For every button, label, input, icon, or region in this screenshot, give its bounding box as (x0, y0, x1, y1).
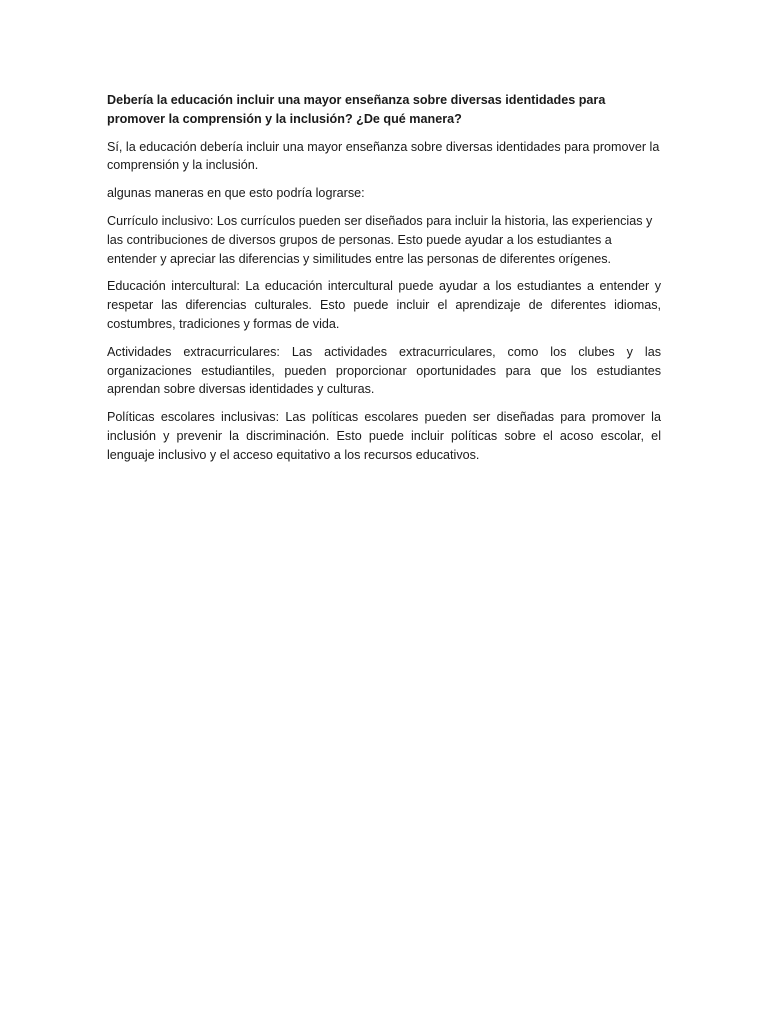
paragraph-extracurriculares: Actividades extracurriculares: Las actividades extracurriculares, como los clubes y las organizaciones estudiantiles, pueden proporcionar oportunidades para que los estudiantes aprendan sobre diversas identidades y culturas. (107, 344, 661, 397)
paragraph-politicas: Políticas escolares inclusivas: Las políticas escolares pueden ser diseñadas para promover la inclusión y prevenir la discriminación. Esto puede incluir políticas sobre el acoso escolar, el lenguaje inclusivo y el acceso equitativo a los recursos educativos. (107, 410, 661, 462)
paragraph-curriculo: Currículo inclusivo: Los currículos pueden ser diseñados para incluir la historia, las experiencias y las contribuciones de diversos grupos de personas. Esto puede ayudar a los estudiantes a entender y apreciar las diferencias y similitudes entre las personas de diferentes orígenes. (107, 213, 653, 266)
paragraph-answer: Sí, la educación debería incluir una mayor enseñanza sobre diversas identidades para promover la comprensión y la inclusión. (107, 139, 660, 173)
document-body (107, 91, 661, 474)
paragraph-intro: algunas maneras en que esto podría lograrse: (107, 186, 365, 201)
paragraph-intercultural: Educación intercultural: La educación intercultural puede ayudar a los estudiantes a entender y respetar las diferencias culturales. Esto puede incluir el aprendizaje de diferentes idiomas, costumbres, tradiciones y formas de vida. (107, 279, 661, 331)
document-title: Debería la educación incluir una mayor enseñanza sobre diversas identidades para promover la comprensión y la inclusión? ¿De qué manera? (107, 93, 606, 126)
